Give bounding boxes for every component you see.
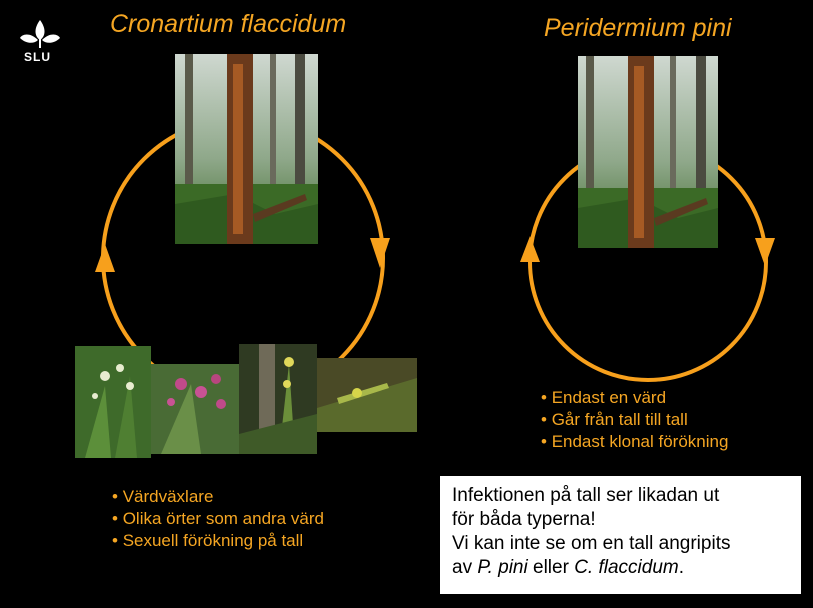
left-bullet-3: • Sexuell förökning på tall (112, 530, 324, 552)
right-cycle-arrowhead-down (755, 238, 775, 266)
herb-photo-2 (151, 364, 239, 454)
right-cycle-arrowhead-up (520, 236, 540, 262)
pine-trunk-photo-right (578, 56, 718, 248)
herb-photo-1 (75, 346, 151, 458)
info-line-3: Vi kan inte se om en tall angripits (452, 533, 731, 554)
info-box (440, 476, 801, 594)
right-bullet-3: • Endast klonal förökning (541, 431, 728, 453)
slu-logo-text: SLU (24, 50, 51, 64)
herb-photo-3 (239, 344, 317, 454)
left-bullet-1: • Värdväxlare (112, 486, 324, 508)
left-title: Cronartium flaccidum (110, 10, 347, 38)
info-species-flaccidum: C. flaccidum (574, 557, 679, 578)
left-bullet-list (112, 486, 324, 552)
right-bullet-1: • Endast en värd (541, 387, 728, 409)
right-bullet-2: • Går från tall till tall (541, 409, 728, 431)
info-line-4-middle: eller (527, 557, 575, 578)
left-bullet-2: • Olika örter som andra värd (112, 508, 324, 530)
left-cycle-arrowhead-up (95, 244, 115, 272)
info-species-pini: P. pini (477, 557, 528, 578)
info-line-4 (452, 556, 789, 580)
herb-photo-4 (317, 358, 417, 432)
pine-trunk-photo-left (175, 54, 318, 244)
left-cycle-arrowhead-down (370, 238, 390, 268)
right-bullet-list (541, 387, 728, 453)
info-line-4-suffix: . (678, 557, 684, 578)
info-line-2: för båda typerna! (452, 509, 596, 530)
info-line-1: Infektionen på tall ser likadan ut (452, 485, 720, 506)
info-line-4-prefix: av (452, 557, 478, 578)
right-title: Peridermium pini (544, 14, 732, 42)
